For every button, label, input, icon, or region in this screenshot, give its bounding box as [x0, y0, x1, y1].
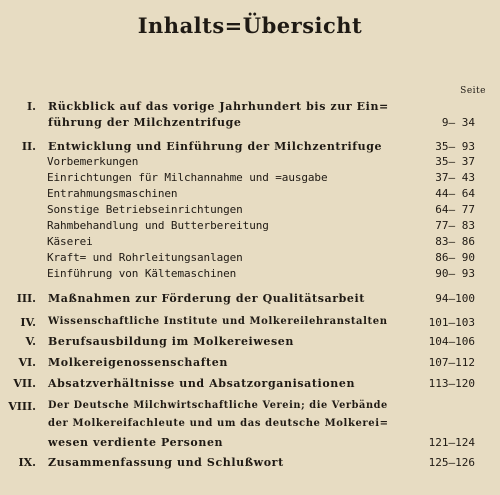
- subentry-title: Vorbemerkungen: [47, 155, 139, 168]
- entry-title-line: Molkereigenossenschaften: [48, 356, 228, 369]
- subentry-title: Entrahmungsmaschinen: [47, 187, 178, 200]
- entry-pages: 107—112: [428, 356, 475, 369]
- subentry-pages: 77— 83: [435, 219, 475, 232]
- entry-title-line: Der Deutsche Milchwirtschaftliche Verein; die Verbände: [48, 400, 388, 411]
- subentry-pages: 90— 93: [435, 267, 475, 280]
- entry-title-line: Rückblick auf das vorige Jahrhundert bis zur Ein=: [48, 100, 389, 113]
- subentry-pages: 83— 86: [435, 235, 475, 248]
- entry-number: VI.: [18, 356, 36, 369]
- entry-number: VIII.: [8, 400, 36, 413]
- entry-pages: 94—100: [435, 292, 475, 305]
- entry-title-line: Wissenschaftliche Institute und Molkereilehranstalten: [48, 316, 388, 327]
- subentry-title: Käserei: [47, 235, 93, 248]
- entry-pages: 101—103: [428, 316, 475, 329]
- subentry-title: Einführung von Kältemaschinen: [47, 267, 237, 280]
- entry-title-line: führung der Milchzentrifuge: [48, 116, 242, 129]
- subentry-pages: 37— 43: [435, 171, 475, 184]
- entry-pages: 9— 34: [441, 116, 475, 129]
- entry-title-line: Absatzverhältnisse und Absatzorganisationen: [48, 377, 356, 390]
- entry-number: I.: [27, 100, 36, 113]
- entry-pages: 35— 93: [435, 140, 475, 153]
- entry-number: II.: [21, 140, 36, 153]
- entry-number: VII.: [13, 377, 36, 390]
- entry-title-line: Berufsausbildung im Molkereiwesen: [48, 335, 294, 348]
- subentry-title: Sonstige Betriebseinrichtungen: [47, 203, 243, 216]
- entry-title-line: Zusammenfassung und Schlußwort: [48, 456, 284, 469]
- entry-pages: 125—126: [428, 456, 475, 469]
- entry-number: III.: [16, 292, 36, 305]
- entry-pages: 104—106: [428, 335, 475, 348]
- subentry-pages: 86— 90: [435, 251, 475, 264]
- subentry-pages: 44— 64: [435, 187, 475, 200]
- entry-title-line: Entwicklung und Einführung der Milchzentrifuge: [48, 140, 383, 153]
- entry-title-line: wesen verdiente Personen: [48, 436, 224, 449]
- subentry-pages: 64— 77: [435, 203, 475, 216]
- entry-number: IX.: [18, 456, 36, 469]
- entry-number: V.: [25, 335, 36, 348]
- page-title: Inhalts=Übersicht: [137, 13, 363, 38]
- entry-pages: 121—124: [428, 436, 475, 449]
- subentry-title: Einrichtungen für Milchannahme und =ausgabe: [47, 171, 328, 184]
- entry-pages: 113—120: [428, 377, 475, 390]
- entry-title-line: Maßnahmen zur Förderung der Qualitätsarbeit: [48, 292, 365, 305]
- entry-title-line: der Molkereifachleute und um das deutsche Molkerei=: [48, 418, 389, 429]
- entry-number: IV.: [20, 316, 36, 329]
- subentry-title: Kraft= und Rohrleitungsanlagen: [47, 251, 243, 264]
- page-column-header: Seite: [460, 86, 486, 96]
- subentry-title: Rahmbehandlung und Butterbereitung: [47, 219, 269, 232]
- subentry-pages: 35— 37: [435, 155, 475, 168]
